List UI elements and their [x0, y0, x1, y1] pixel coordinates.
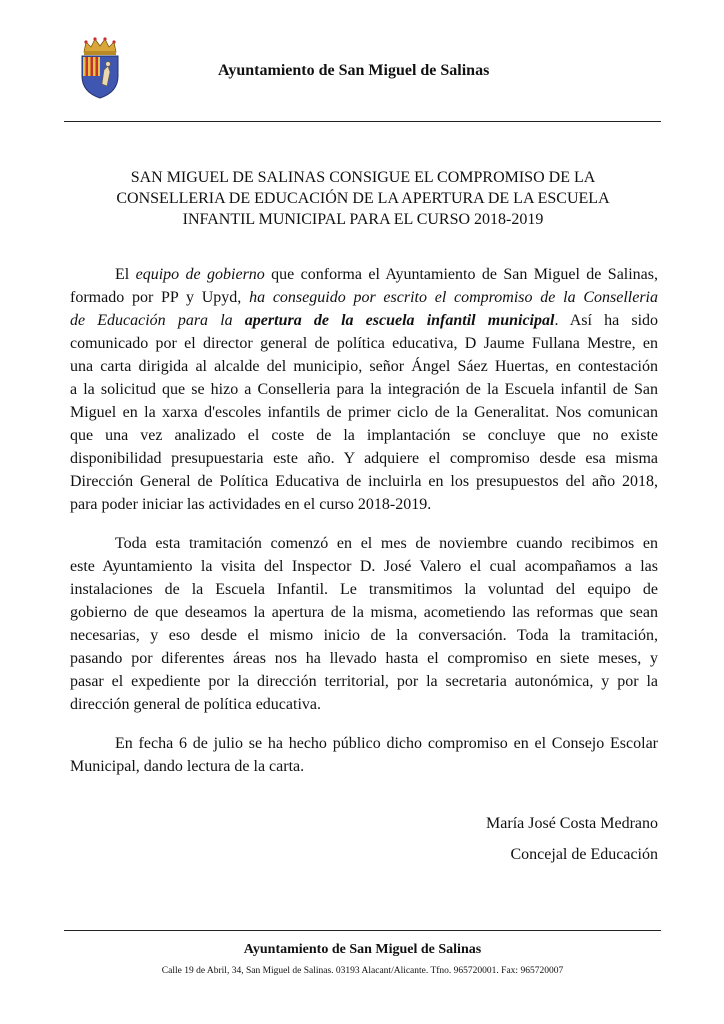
municipal-coat-of-arms-icon — [78, 36, 122, 100]
document-title — [70, 167, 656, 230]
italic-text: de Educación para la — [70, 312, 245, 329]
body-line: Toda esta tramitación comenzó en el mes de noviembre cuando recibimos en — [115, 535, 658, 552]
body-line: gobierno de que deseamos la apertura de la misma, acometiendo las reformas que sean — [70, 604, 658, 621]
footer-divider — [64, 930, 661, 931]
signature-name: María José Costa Medrano — [486, 815, 658, 832]
body-line: dirección general de política educativa. — [70, 696, 321, 713]
footer-address: Calle 19 de Abril, 34, San Miguel de Salinas. 03193 Alacant/Alicante. Tfno. 965720001. Fax: 965720007 — [161, 966, 564, 976]
header-org-name: Ayuntamiento de San Miguel de Salinas — [218, 62, 490, 79]
body-line: disponibilidad presupuestaria este año. Y adquiere el compromiso desde esa misma — [70, 450, 658, 467]
body-line: para poder iniciar las actividades en el curso 2018-2019. — [70, 496, 432, 513]
body-line: necesarias, y eso desde el mismo inicio de la conversación. Toda la tramitación, — [70, 627, 658, 644]
title-line: INFANTIL MUNICIPAL PARA EL CURSO 2018-2019 — [182, 211, 544, 228]
body-line: Dirección General de Política Educativa de incluirla en los presupuestos del año 2018, — [70, 473, 658, 490]
body-line: este Ayuntamiento la visita del Inspector D. José Valero el cual acompañamos a las — [70, 558, 658, 575]
body-line: comunicado por el director general de política educativa, D Jaume Fullana Mestre, en — [70, 335, 658, 352]
body-line: pasar el expediente por la dirección territorial, por la secretaria autonómica, y por la — [70, 673, 658, 690]
paragraph-1 — [70, 263, 658, 516]
body-line: Municipal, dando lectura de la carta. — [70, 758, 305, 775]
body-line — [70, 263, 658, 286]
body-line: En fecha 6 de julio se ha hecho público dicho compromiso en el Consejo Escolar — [115, 735, 658, 752]
title-line: SAN MIGUEL DE SALINAS CONSIGUE EL COMPROMISO DE LA — [130, 169, 596, 186]
body-line: pasando por diferentes áreas nos ha llevado hasta el compromiso en siete meses, y — [70, 650, 658, 667]
italic-text: equipo de gobierno — [135, 266, 265, 283]
text-run: . Así ha sido — [554, 312, 659, 329]
body-line: que una vez analizado el coste de la implantación se concluye que no existe — [70, 427, 658, 444]
body-line — [70, 309, 658, 332]
body-line: Miguel en la xarxa d'escoles infantils de primer ciclo de la Generalitat. Nos comunican — [70, 404, 658, 421]
text-run: que conforma el Ayuntamiento de San Miguel de Salinas, — [264, 266, 659, 283]
body-line — [70, 286, 658, 309]
text-run: formado por PP y Upyd, — [70, 289, 250, 306]
text-run: El — [115, 266, 136, 283]
body-line: instalaciones de la Escuela Infantil. Le transmitimos la voluntad del equipo de — [70, 581, 658, 598]
paragraph-2 — [70, 532, 658, 716]
signature-role: Concejal de Educación — [510, 846, 658, 863]
italic-text: ha conseguido por escrito el compromiso de la Conselleria — [249, 289, 659, 306]
document-body — [70, 263, 658, 778]
bold-italic-text: apertura de la escuela infantil municipal — [244, 312, 555, 329]
body-line: a la solicitud que se hizo a Conselleria para la integración de la Escuela infantil de San — [70, 381, 658, 398]
body-line: una carta dirigida al alcalde del municipio, señor Ángel Sáez Huertas, en contestación — [70, 358, 658, 375]
title-line: CONSELLERIA DE EDUCACIÓN DE LA APERTURA DE LA ESCUELA — [116, 190, 610, 207]
paragraph-3 — [70, 732, 658, 778]
header-divider — [64, 121, 661, 122]
footer-org-name: Ayuntamiento de San Miguel de Salinas — [243, 942, 482, 957]
